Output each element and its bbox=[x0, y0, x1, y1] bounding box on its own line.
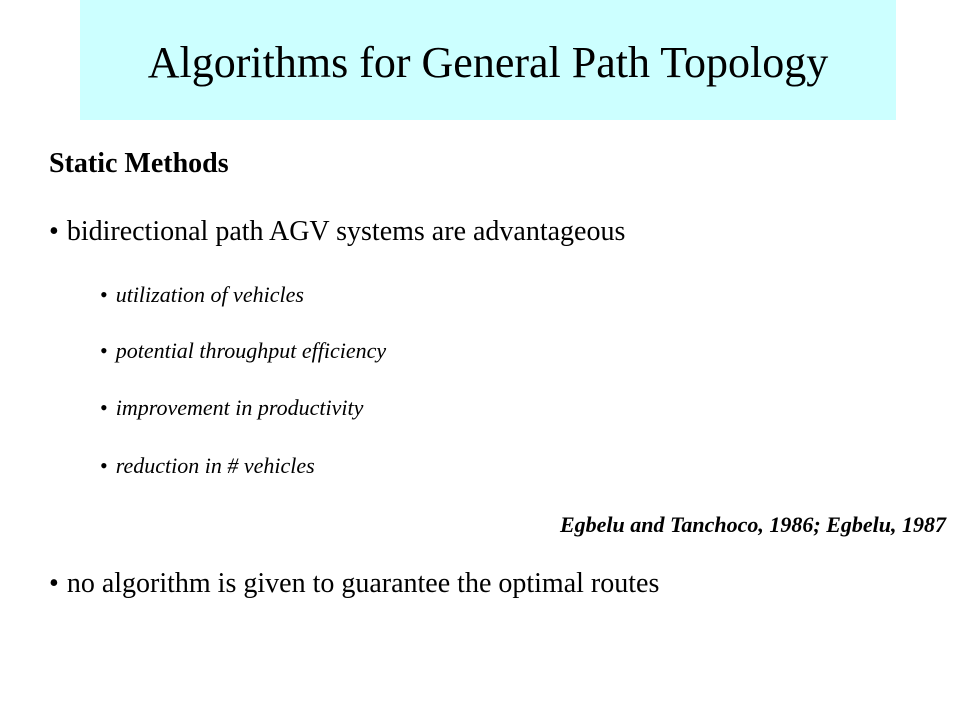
bullet-text: bidirectional path AGV systems are advantageous bbox=[66, 216, 626, 247]
title-banner bbox=[80, 0, 896, 120]
sub-bullet-text: potential throughput efficiency bbox=[115, 338, 387, 363]
bullet-item bbox=[49, 216, 625, 248]
bullet-dot: • bbox=[49, 568, 59, 599]
sub-bullet-text: utilization of vehicles bbox=[115, 282, 304, 307]
bullet-dot: • bbox=[49, 216, 59, 247]
bullet-dot: • bbox=[100, 282, 108, 307]
bullet-text: no algorithm is given to guarantee the optimal routes bbox=[66, 568, 660, 599]
sub-bullet-item bbox=[100, 282, 304, 308]
sub-bullet-item bbox=[100, 395, 363, 421]
bullet-item bbox=[49, 568, 659, 600]
slide-title: Algorithms for General Path Topology bbox=[147, 38, 829, 87]
sub-bullet-item bbox=[100, 338, 386, 364]
bullet-dot: • bbox=[100, 395, 108, 420]
bullet-dot: • bbox=[100, 338, 108, 363]
section-heading: Static Methods bbox=[49, 148, 229, 179]
sub-bullet-text: improvement in productivity bbox=[115, 395, 364, 420]
sub-bullet-text: reduction in # vehicles bbox=[115, 453, 315, 478]
citation: Egbelu and Tanchoco, 1986; Egbelu, 1987 bbox=[559, 512, 946, 537]
bullet-dot: • bbox=[100, 453, 108, 478]
sub-bullet-item bbox=[100, 453, 315, 479]
